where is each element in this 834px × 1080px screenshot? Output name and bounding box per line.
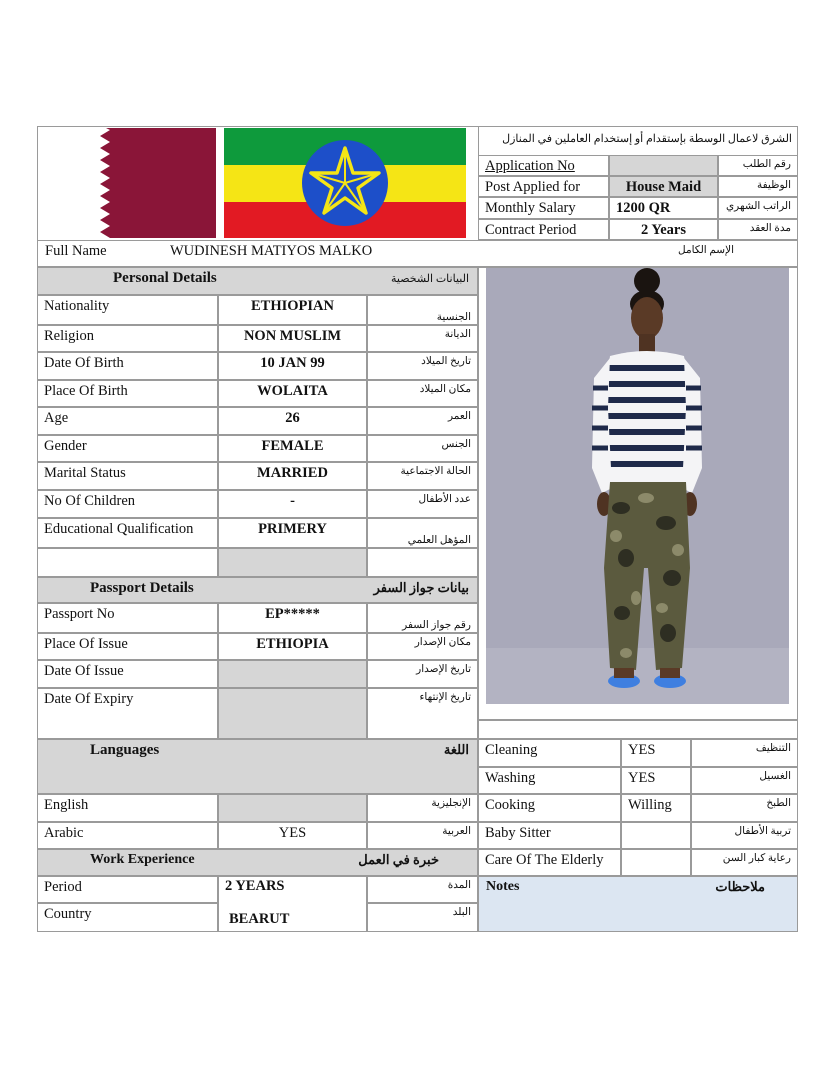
work-experience-header (37, 849, 478, 876)
personal-row-arabic: الجنسية (367, 295, 478, 325)
personal-row-label: Educational Qualification (37, 518, 218, 548)
application-no-arabic: رقم الطلب (718, 155, 798, 176)
experience-period-value[interactable]: 2 YEARS (225, 878, 285, 894)
passport-row-label: Date Of Expiry (37, 688, 218, 739)
personal-details-title: Personal Details (113, 270, 217, 286)
skill-row-value[interactable]: YES (621, 739, 691, 767)
language-row-label: Arabic (37, 822, 218, 849)
passport-row-arabic: رقم جواز السفر (367, 603, 478, 633)
skill-row-value[interactable] (621, 849, 691, 876)
skill-row-arabic: تربية الأطفال (691, 822, 798, 849)
passport-details-title-arabic: بيانات جواز السفر (373, 580, 469, 595)
post-applied-arabic: الوظيفة (718, 176, 798, 197)
skill-row-label: Cleaning (478, 739, 621, 767)
application-no-value[interactable] (609, 155, 718, 176)
personal-row-value[interactable]: 10 JAN 99 (218, 352, 367, 380)
monthly-salary-arabic: الراتب الشهري (718, 197, 798, 219)
personal-row-arabic: الحالة الاجتماعية (367, 462, 478, 490)
skill-row-value[interactable] (621, 822, 691, 849)
personal-row-label: Marital Status (37, 462, 218, 490)
application-no-label: Application No (478, 155, 609, 176)
passport-row-arabic: تاريخ الإنتهاء (367, 688, 478, 739)
passport-row-value[interactable] (218, 688, 367, 739)
monthly-salary-value[interactable]: 1200 QR (609, 197, 718, 219)
personal-row-label: Nationality (37, 295, 218, 325)
skill-row-arabic: الطبخ (691, 794, 798, 822)
full-name-arabic: الإسم الكامل (678, 245, 735, 256)
skill-row-label: Washing (478, 767, 621, 794)
personal-row-label: Gender (37, 435, 218, 462)
skill-row-arabic: رعاية كبار السن (691, 849, 798, 876)
experience-row-label: Country (37, 903, 218, 932)
personal-row-arabic: الجنس (367, 435, 478, 462)
language-row-label: English (37, 794, 218, 822)
experience-values (218, 876, 367, 932)
personal-row-value[interactable]: NON MUSLIM (218, 325, 367, 352)
personal-row-value[interactable]: 26 (218, 407, 367, 435)
skill-row-arabic: التنظيف (691, 739, 798, 767)
personal-row-value[interactable]: FEMALE (218, 435, 367, 462)
passport-row-label: Date Of Issue (37, 660, 218, 688)
personal-details-header (37, 267, 478, 295)
full-name-row (37, 240, 798, 267)
personal-row-label: Religion (37, 325, 218, 352)
personal-row-arabic: عدد الأطفال (367, 490, 478, 518)
blank-row-label (37, 548, 218, 577)
blank-row-arabic (367, 548, 478, 577)
monthly-salary-label: Monthly Salary (478, 197, 609, 219)
personal-row-value[interactable]: PRIMERY (218, 518, 367, 548)
experience-row-arabic: المدة (367, 876, 478, 903)
languages-title-arabic: اللغة (443, 742, 469, 757)
post-applied-label: Post Applied for (478, 176, 609, 197)
personal-row-value[interactable]: - (218, 490, 367, 518)
personal-row-arabic: العمر (367, 407, 478, 435)
passport-row-label: Passport No (37, 603, 218, 633)
notes-label: Notes (486, 879, 520, 894)
company-name-arabic (478, 126, 798, 155)
passport-details-title: Passport Details (90, 580, 194, 596)
language-row-arabic: العربية (367, 822, 478, 849)
personal-row-arabic: مكان الميلاد (367, 380, 478, 407)
experience-country-value[interactable]: BEARUT (229, 911, 290, 927)
personal-row-arabic: الديانة (367, 325, 478, 352)
personal-row-arabic: تاريخ الميلاد (367, 352, 478, 380)
skill-row-label: Baby Sitter (478, 822, 621, 849)
language-row-arabic: الإنجليزية (367, 794, 478, 822)
skill-row-value[interactable]: YES (621, 767, 691, 794)
passport-row-label: Place Of Issue (37, 633, 218, 660)
passport-row-arabic: تاريخ الإصدار (367, 660, 478, 688)
skill-row-arabic: الغسيل (691, 767, 798, 794)
notes-box[interactable] (478, 876, 798, 932)
skill-row-label: Cooking (478, 794, 621, 822)
blank-row-value (218, 548, 367, 577)
experience-row-arabic: البلد (367, 903, 478, 932)
personal-row-value[interactable]: WOLAITA (218, 380, 367, 407)
personal-row-label: Age (37, 407, 218, 435)
personal-details-title-arabic: البيانات الشخصية (391, 273, 469, 285)
passport-row-arabic: مكان الإصدار (367, 633, 478, 660)
passport-details-header (37, 577, 478, 603)
post-applied-value[interactable]: House Maid (609, 176, 718, 197)
qatar-flag-icon (40, 128, 216, 238)
personal-row-label: No Of Children (37, 490, 218, 518)
skill-row-label: Care Of The Elderly (478, 849, 621, 876)
contract-period-label: Contract Period (478, 219, 609, 240)
notes-label-arabic: ملاحظات (715, 879, 765, 894)
passport-row-value[interactable]: ETHIOPIA (218, 633, 367, 660)
work-experience-title-arabic: خبرة في العمل (358, 852, 439, 867)
company-name-text: الشرق لاعمال الوسطة بإستقدام أو إستخدام العاملين في المنازل (502, 133, 792, 145)
passport-row-value[interactable] (218, 660, 367, 688)
work-experience-title: Work Experience (90, 852, 195, 867)
language-row-value[interactable] (218, 794, 367, 822)
passport-row-value[interactable]: EP***** (218, 603, 367, 633)
personal-row-arabic: المؤهل العلمي (367, 518, 478, 548)
contract-period-arabic: مدة العقد (718, 219, 798, 240)
photo-bottom-spacer (478, 720, 798, 739)
languages-header (37, 739, 478, 794)
personal-row-label: Place Of Birth (37, 380, 218, 407)
contract-period-value[interactable]: 2 Years (609, 219, 718, 240)
full-name-value: WUDINESH MATIYOS MALKO (170, 243, 373, 259)
candidate-photo (486, 268, 789, 704)
personal-row-label: Date Of Birth (37, 352, 218, 380)
ethiopia-flag-icon (224, 128, 466, 238)
language-row-value[interactable]: YES (218, 822, 367, 849)
full-name-label: Full Name (45, 243, 107, 259)
personal-row-value[interactable]: MARRIED (218, 462, 367, 490)
experience-row-label: Period (37, 876, 218, 903)
skill-row-value[interactable]: Willing (621, 794, 691, 822)
personal-row-value[interactable]: ETHIOPIAN (218, 295, 367, 325)
languages-title: Languages (90, 742, 160, 758)
